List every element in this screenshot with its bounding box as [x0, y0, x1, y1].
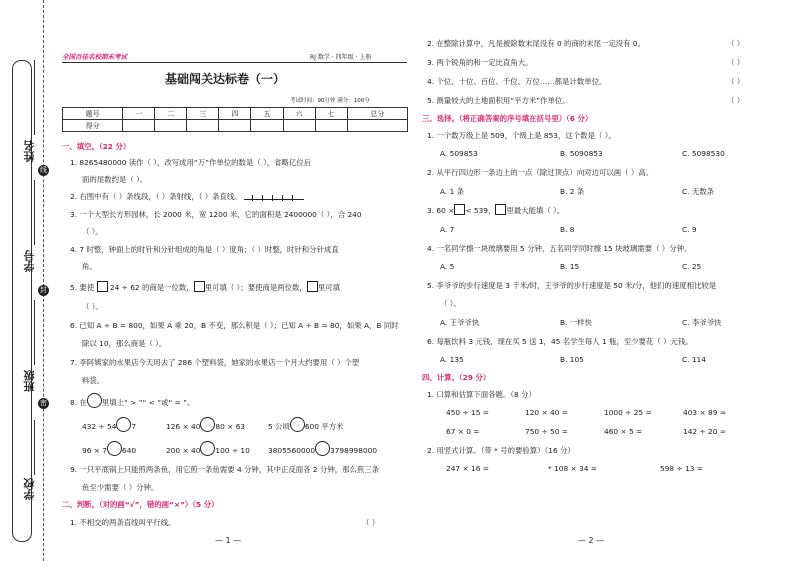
score-table-row — [63, 120, 408, 132]
choice-6-option-c[interactable]: C. 114 — [682, 355, 706, 364]
expr: 3805560000 — [268, 446, 316, 455]
course-label: RJ 数学 · 四年级 · 上册 — [310, 54, 372, 61]
exam-info: 考试时间：90分钟 满分：100分 — [290, 98, 370, 104]
name-label: 姓名 — [23, 140, 36, 162]
header-rule — [62, 62, 407, 63]
line-figure — [244, 191, 304, 200]
blank-box[interactable] — [97, 281, 108, 292]
cut-line — [43, 0, 44, 561]
section-fill-blanks: 一、填空。（22 分） — [62, 142, 131, 151]
score-input[interactable] — [187, 120, 219, 132]
choice-3 — [427, 204, 564, 217]
expr: 80 × 63 — [215, 422, 246, 431]
c3-text: 里最大能填（ ）。 — [506, 206, 565, 215]
judge-2: 2. 在整除计算中，凡是被除数末尾没有 0 的商的末尾一定没有 0。 — [427, 39, 646, 48]
choice-5-line-2: （ ）。 — [440, 299, 461, 308]
choice-6: 6. 每瓶饮料 3 元钱，现在买 5 送 1，45 名学生每人 1 瓶，至少要花（ ）元钱。 — [427, 337, 693, 346]
score-input[interactable] — [155, 120, 187, 132]
oral-calc: 450 ÷ 15 = — [446, 408, 489, 417]
school-label: 学校 — [23, 478, 36, 500]
question-8 — [70, 393, 194, 409]
choice-5-option-a[interactable]: A. 王爷爷快 — [440, 318, 480, 327]
score-cell: 三 — [187, 108, 219, 120]
column-calc: * 108 × 34 = — [548, 464, 597, 473]
q5-text: 5. 要使 — [70, 283, 95, 292]
question-4-line-1: 4. 7 时整，钟面上的时针和分针组成的角是（ ）度角；（ ）时整，时针和分针成直 — [70, 245, 339, 254]
calc-1-title: 1. 口算和估算下面各题。（8 分） — [427, 390, 536, 399]
judge-5: 5. 测量较大的土地面积用“平方米”作单位。 — [427, 96, 570, 105]
oral-calc: 403 × 89 ≈ — [683, 408, 726, 417]
question-6-line-2: 除以 10，那么商是（ ）。 — [82, 339, 167, 348]
choice-2: 2. 从平行四边形一条边上的一点（除过顶点）向对边可以画（ ）高。 — [427, 168, 654, 177]
expr: 3798998000 — [330, 446, 378, 455]
question-1-line-1: 1. 8265480000 读作（ ），改写成用“万”作单位的数是（ ），省略亿位后 — [70, 158, 312, 167]
choice-1-option-c[interactable]: C. 5098530 — [682, 149, 725, 158]
student-id-label: 学号 — [23, 250, 36, 272]
q8-item — [268, 441, 377, 457]
score-input[interactable] — [283, 120, 315, 132]
question-2-text: 2. 右图中有（ ）条线段，（ ）条射线，（ ）条直线。 — [70, 192, 242, 201]
compare-circle[interactable] — [87, 393, 102, 408]
oral-calc: 1000 ÷ 25 = — [604, 408, 652, 417]
compare-circle[interactable] — [200, 417, 215, 432]
question-3-line-2: （ ）。 — [82, 227, 103, 236]
choice-4-option-a[interactable]: A. 5 — [440, 262, 455, 271]
choice-4-option-b[interactable]: B. 15 — [560, 262, 580, 271]
q8-text: 里填上“ > ”“ < ”或“ = ”。 — [101, 398, 195, 407]
score-input[interactable] — [123, 120, 155, 132]
compare-circle[interactable] — [290, 417, 305, 432]
question-7-line-2: 料袋。 — [82, 376, 105, 385]
column-calc: 247 × 16 = — [446, 464, 489, 473]
school-fill-line[interactable] — [34, 420, 35, 475]
oral-calc: 750 ÷ 50 = — [525, 427, 568, 436]
q5-text: 里可填（ ）；要使商是两位数， — [204, 283, 307, 292]
judge-3-answer[interactable]: （ ） — [727, 58, 745, 67]
question-3-line-1: 3. 一个大型长方形园林，长 2000 米，宽 1200 米，它的面积是 2400000（ ），合 240 — [70, 210, 362, 219]
student-id-fill-line[interactable] — [34, 180, 35, 245]
choice-5-option-b[interactable]: B. 一样快 — [560, 318, 592, 327]
score-input[interactable] — [219, 120, 251, 132]
choice-1-option-b[interactable]: B. 5090853 — [560, 149, 603, 158]
score-cell: 五 — [251, 108, 283, 120]
judge-2-answer[interactable]: （ ） — [727, 39, 745, 48]
q5-text: 24 ÷ 62 的商是一位数， — [109, 283, 194, 292]
score-input[interactable] — [251, 120, 283, 132]
question-4-line-2: 角。 — [82, 262, 97, 271]
choice-3-option-a[interactable]: A. 7 — [440, 225, 455, 234]
choice-1-option-a[interactable]: A. 509853 — [440, 149, 478, 158]
compare-circle[interactable] — [107, 441, 122, 456]
page-title: 基础闯关达标卷（一） — [165, 72, 286, 86]
question-7-line-1: 7. 李阿姨家的水果店今天用去了 286 个塑料袋，她家的水果店一个月大约要用（ ）个塑 — [70, 358, 360, 367]
seal-mi: 密 — [40, 399, 47, 407]
q8-item — [166, 417, 245, 433]
expr: 5 公顷 — [268, 422, 290, 431]
blank-box[interactable] — [194, 281, 205, 292]
choice-5-line-1: 5. 李爷爷的步行速度是 3 千米/时，王爷爷的步行速度是 50 米/分，他们的速度相比较是 — [427, 281, 717, 290]
judge-4: 4. 个位、十位、百位、千位、万位……都是计数单位。 — [427, 77, 607, 86]
seal-feng: 封 — [40, 286, 47, 294]
score-input[interactable] — [315, 120, 347, 132]
choice-2-option-c[interactable]: C. 无数条 — [682, 187, 715, 196]
expr: 600 平方米 — [304, 422, 344, 431]
choice-1: 1. 一个数万级上是 509，个级上是 853，这个数是（ ）。 — [427, 131, 616, 140]
section-choice: 三、选择。（将正确答案的序号填在括号里）（6 分） — [422, 114, 593, 123]
expr: 432 ÷ 54 — [82, 422, 117, 431]
score-cell: 一 — [123, 108, 155, 120]
choice-5-option-c[interactable]: C. 李爷爷快 — [682, 318, 722, 327]
compare-circle[interactable] — [200, 441, 215, 456]
judge-3: 3. 两个锐角的和一定比直角大。 — [427, 58, 533, 67]
choice-3-option-b[interactable]: B. 8 — [560, 225, 575, 234]
score-cell: 七 — [315, 108, 347, 120]
question-2 — [70, 190, 304, 203]
column-calc: 598 ÷ 13 = — [660, 464, 703, 473]
score-table-header — [63, 108, 408, 120]
c3-text: 3. 60 × — [427, 206, 455, 215]
page-number-1: — 1 — — [215, 536, 242, 545]
blank-box[interactable] — [307, 281, 318, 292]
calc-2-title: 2. 用竖式计算。（带 * 号的要验算）（16 分） — [427, 446, 575, 455]
score-cell: 总分 — [347, 108, 407, 120]
binding-strip — [0, 0, 62, 561]
binding-frame — [12, 60, 32, 542]
c3-text: < 539， — [465, 206, 496, 215]
oral-calc: 460 × 5 = — [604, 427, 643, 436]
class-fill-line[interactable] — [34, 300, 35, 365]
question-6-line-1: 6. 已知 A ÷ B = 800，如果 A 乘 20，B 不变，那么积是（ ）；已知 A ÷ B = 80，如果 A，B 同时 — [70, 321, 399, 330]
score-cell: 六 — [283, 108, 315, 120]
oral-calc: 142 ÷ 20 ≈ — [683, 427, 726, 436]
question-5-line-1 — [70, 281, 340, 294]
choice-3-option-c[interactable]: C. 9 — [682, 225, 697, 234]
q5-text: 里可填 — [317, 283, 341, 292]
score-cell: 二 — [155, 108, 187, 120]
question-1-line-2: 面的尾数约是（ ）。 — [82, 175, 148, 184]
judge-5-answer[interactable]: （ ） — [727, 96, 745, 105]
choice-6-option-a[interactable]: A. 135 — [440, 355, 464, 364]
compare-circle[interactable] — [315, 441, 330, 456]
section-calculation: 四、计算。（29 分） — [422, 373, 491, 382]
judge-4-answer[interactable]: （ ） — [727, 77, 745, 86]
choice-4-option-c[interactable]: C. 25 — [682, 262, 702, 271]
blank-box[interactable] — [454, 204, 465, 215]
expr: 100 ÷ 10 — [215, 446, 250, 455]
judge-1-answer[interactable]: （ ） — [362, 518, 380, 527]
expr: 640 — [122, 446, 137, 455]
score-cell: 得分 — [63, 120, 123, 132]
page-number-2: — 2 — — [578, 536, 605, 545]
choice-6-option-b[interactable]: B. 105 — [560, 355, 584, 364]
expr: 7 — [131, 422, 137, 431]
compare-circle[interactable] — [116, 417, 131, 432]
series-label: 全国百佳名校期末考试 — [62, 53, 127, 61]
question-9-line-1: 9. 一只平底锅上只能煎两条鱼，用它煎一条鱼需要 4 分钟，其中正反面各 2 分钟，那么煎三条 — [70, 465, 380, 474]
seal-xian: 线 — [40, 166, 47, 174]
choice-2-option-b[interactable]: B. 2 条 — [560, 187, 585, 196]
score-input[interactable] — [347, 120, 407, 132]
choice-2-option-a[interactable]: A. 1 条 — [440, 187, 465, 196]
name-fill-line[interactable] — [34, 60, 35, 135]
q8-item — [82, 417, 136, 433]
q8-item — [268, 417, 343, 433]
q8-item — [166, 441, 250, 457]
section-judgement: 二、判断。（对的画“√”，错的画“×”）（5 分） — [62, 500, 219, 509]
expr: 96 × 7 — [82, 446, 107, 455]
score-table — [62, 107, 408, 132]
score-cell: 四 — [219, 108, 251, 120]
question-9-line-2: 鱼至少需要（ ）分钟。 — [82, 483, 159, 492]
q8-text: 8. 在 — [70, 398, 87, 407]
oral-calc: 67 × 0 = — [446, 427, 480, 436]
judge-1: 1. 不相交的两条直线叫平行线。 — [70, 518, 176, 527]
class-label: 班级 — [23, 370, 36, 392]
question-5-line-2: （ ）。 — [82, 302, 103, 311]
expr: 200 × 40 — [166, 446, 201, 455]
score-cell: 题号 — [63, 108, 123, 120]
oral-calc: 120 × 40 = — [525, 408, 568, 417]
choice-4: 4. 一名同学擦一块玻璃要用 5 分钟，五名同学同时擦 15 块玻璃需要（ ）分钟。 — [427, 244, 692, 253]
blank-box[interactable] — [495, 204, 506, 215]
expr: 126 × 40 — [166, 422, 201, 431]
q8-item — [82, 441, 136, 457]
